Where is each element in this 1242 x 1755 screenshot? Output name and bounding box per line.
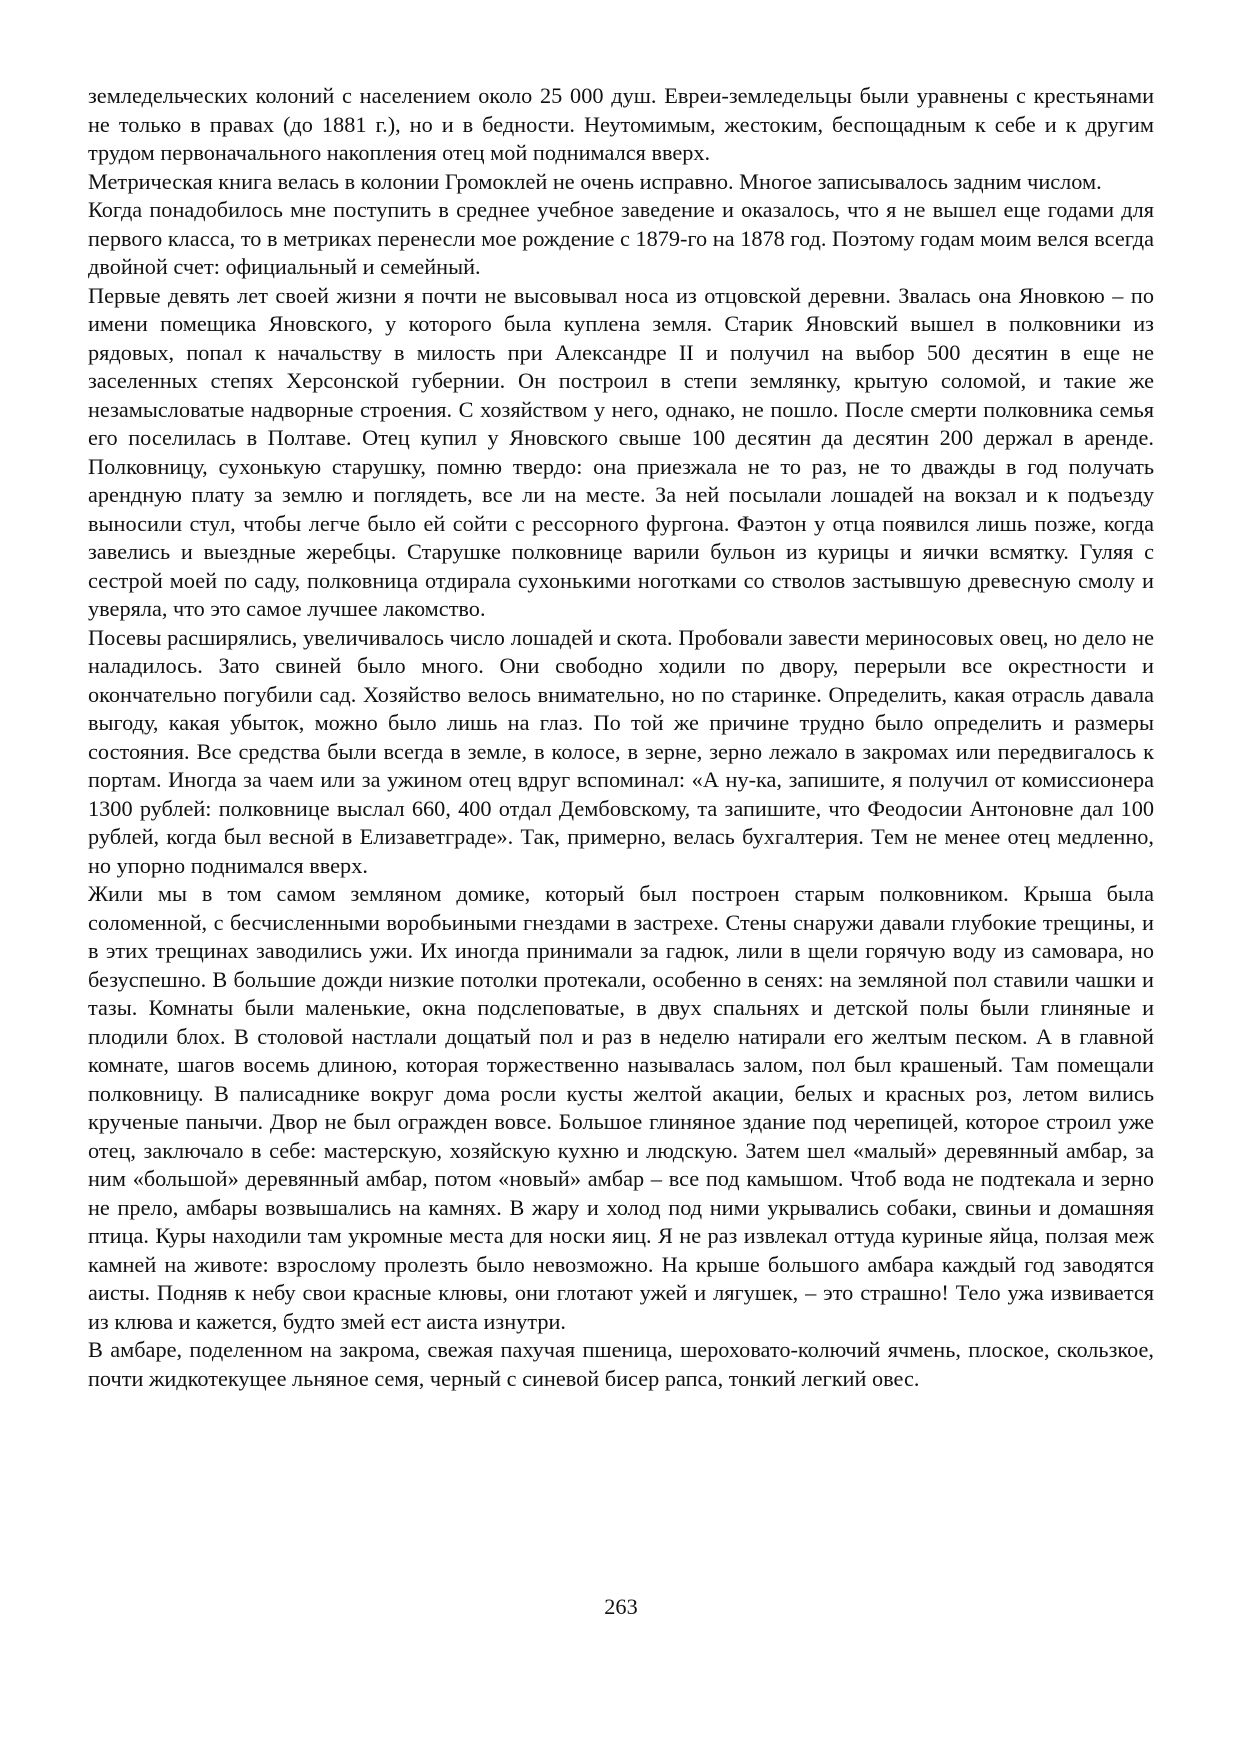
page-number: 263 xyxy=(604,1594,638,1619)
paragraph-3: Когда понадобилось мне поступить в среднее учебное заведение и оказалось, что я не вышел еще годами для первого класса, то в метриках перенесли мое рождение с 1879-го на 1878 год. Поэтому годам моим велся всегда двойной счет: официальный и семейный. xyxy=(88,197,1154,279)
paragraph-6: Жили мы в том самом земляном домике, который был построен старым полковником. Крыша была соломенной, с бесчисленными воробьиными гнездами в застрехе. Стены снаружи давали глубокие трещины, и в этих трещинах заводились ужи. Их иногда принимали за гадюк, лили в щели горячую воду из самовара, но безуспешно. В большие дожди низкие потолки протекали, особенно в сенях: на земляной пол ставили чашки и тазы. Комнаты были маленькие, окна подслеповатые, в двух спальнях и детской полы были глиняные и плодили блох. В столовой настлали дощатый пол и раз в неделю натирали его желтым песком. А в главной комнате, шагов восемь длиною, которая торжественно называлась залом, пол был крашеный. Там помещали полковницу. В палисаднике вокруг дома росли кусты желтой акации, белых и красных роз, летом вились крученые панычи. Двор не был огражден вовсе. Большое глиняное здание под черепицей, которое строил уже отец, заключало в себе: мастерскую, хозяйскую кухню и людскую. Затем шел «малый» деревянный амбар, за ним «большой» деревянный амбар, потом «новый» амбар – все под камышом. Чтоб вода не подтекала и зерно не прело, амбары возвышались на камнях. В жару и холод под ними укрывались собаки, свиньи и домашняя птица. Куры находили там укромные места для носки яиц. Я не раз извлекал оттуда куриные яйца, ползая меж камней на животе: взрослому пролезть было невозможно. На крыше большого амбара каждый год заводятся аисты. Подняв к небу свои красные клювы, они глотают ужей и лягушек, – это страшно! Тело ужа извивается из клюва и кажется, будто змей ест аиста изнутри. xyxy=(88,881,1154,1334)
paragraph-7: В амбаре, поделенном на закрома, свежая пахучая пшеница, шероховато-колючий ячмень, плоское, скользкое, почти жидкотекущее льняное семя, черный с синевой бисер рапса, тонкий легкий овес. xyxy=(88,1337,1154,1391)
paragraph-1: земледельческих колоний с населением около 25 000 душ. Евреи-земледельцы были уравнены с крестьянами не только в правах (до 1881 г.), но и в бедности. Неутомимым, жестоким, беспощадным к себе и к другим трудом первоначального накопления отец мой поднимался вверх. xyxy=(88,83,1154,165)
paragraph-4: Первые девять лет своей жизни я почти не высовывал носа из отцовской деревни. Звалась она Яновкою – по имени помещика Яновского, у которого была куплена земля. Старик Яновский вышел в полковники из рядовых, попал к начальству в милость при Александре II и получил на выбор 500 десятин в еще не заселенных степях Херсонской губернии. Он построил в степи землянку, крытую соломой, и такие же незамысловатые надворные строения. С хозяйством у него, однако, не пошло. После смерти полковника семья его поселилась в Полтаве. Отец купил у Яновского свыше 100 десятин да десятин 200 держал в аренде. Полковницу, сухонькую старушку, помню твердо: она приезжала не то раз, не то дважды в год получать арендную плату за землю и поглядеть, все ли на месте. За ней посылали лошадей на вокзал и к подъезду выносили стул, чтобы легче было ей сойти с рессорного фургона. Фаэтон у отца появился лишь позже, когда завелись и выездные жеребцы. Старушке полковнице варили бульон из курицы и яички всмятку. Гуляя с сестрой моей по саду, полковница отдирала сухонькими ноготками со стволов застывшую древесную смолу и уверяла, что это самое лучшее лакомство. xyxy=(88,282,1154,621)
paragraph-5: Посевы расширялись, увеличивалось число лошадей и скота. Пробовали завести мериносовых овец, но дело не наладилось. Зато свиней было много. Они свободно ходили по двору, перерыли все окрестности и окончательно погубили сад. Хозяйство велось внимательно, но по старинке. Определить, какая отрасль давала выгоду, какая убыток, можно было лишь на глаз. По той же причине трудно было определить и размеры состояния. Все средства были всегда в земле, в колосе, в зерне, зерно лежало в закромах или передвигалось к портам. Иногда за чаем или за ужином отец вдруг вспоминал: «А ну-ка, запишите, я получил от комиссионера 1300 рублей: полковнице выслал 660, 400 отдал Дембовскому, та запишите, что Феодосии Антоновне дал 100 рублей, когда был весной в Елизаветграде». Так, примерно, велась бухгалтерия. Тем не менее отец медленно, но упорно поднимался вверх. xyxy=(88,624,1154,878)
page-text xyxy=(88,82,1154,1393)
paragraph-2: Метрическая книга велась в колонии Громоклей не очень исправно. Многое записывалось задним числом. xyxy=(88,168,1102,194)
